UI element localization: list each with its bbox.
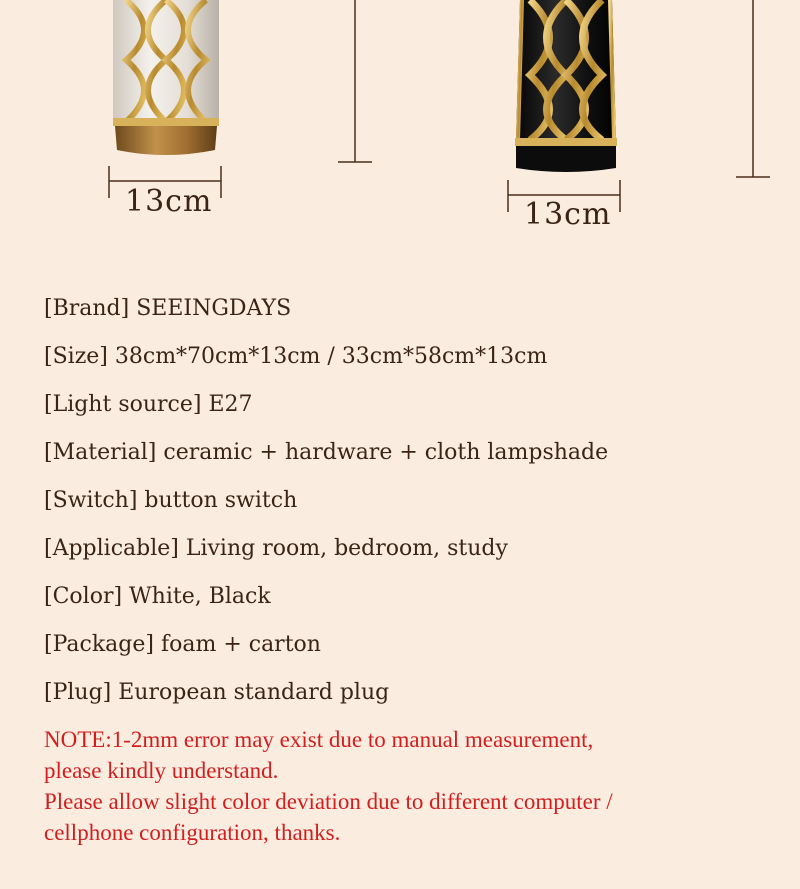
spec-brand: [Brand] SEEINGDAYS — [44, 296, 292, 321]
height-dimension-left — [338, 0, 372, 162]
spec-size: [Size] 38cm*70cm*13cm / 33cm*58cm*13cm — [44, 344, 548, 369]
note-line: Please allow slight color deviation due to different computer / — [44, 789, 613, 814]
spec-light-source: [Light source] E27 — [44, 392, 253, 417]
note-line: please kindly understand. — [44, 758, 279, 783]
spec-material: [Material] ceramic + hardware + cloth lampshade — [44, 440, 609, 465]
black-lamp — [515, 0, 617, 172]
spec-switch: [Switch] button switch — [44, 488, 298, 513]
measurement-note — [44, 724, 774, 848]
product-dimension-figure — [0, 0, 800, 250]
spec-plug: [Plug] European standard plug — [44, 680, 390, 705]
spec-package: [Package] foam + carton — [44, 632, 321, 657]
height-dimension-right — [736, 0, 770, 177]
spec-color: [Color] White, Black — [44, 584, 271, 609]
white-lamp-width-label: 13cm — [125, 184, 213, 219]
lamp-illustration — [0, 0, 800, 250]
note-line: NOTE:1-2mm error may exist due to manual measurement, — [44, 727, 594, 752]
spec-applicable: [Applicable] Living room, bedroom, study — [44, 536, 508, 561]
product-spec-list — [44, 285, 764, 717]
white-lamp — [113, 0, 219, 155]
note-line: cellphone configuration, thanks. — [44, 820, 341, 845]
black-lamp-width-label: 13cm — [524, 197, 612, 232]
